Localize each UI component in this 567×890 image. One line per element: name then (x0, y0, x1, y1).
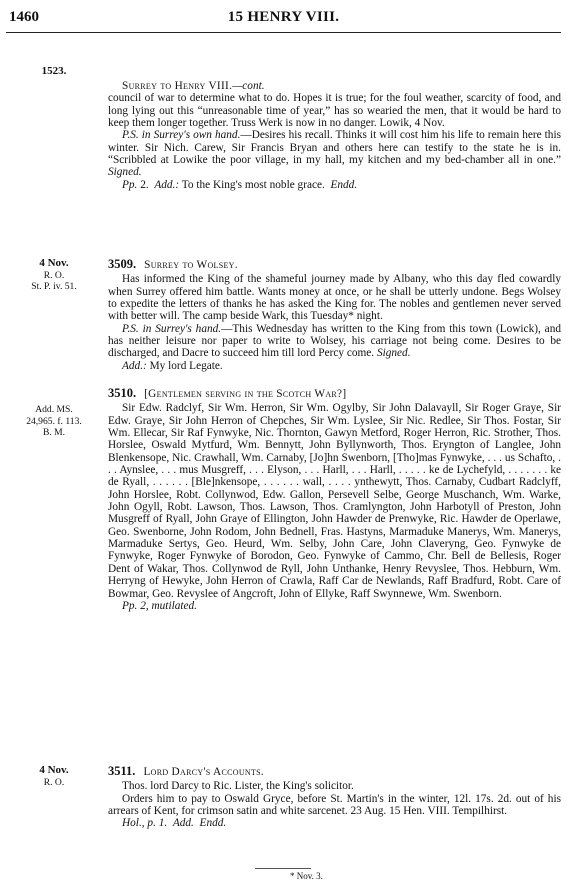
entry-margin-3509: 4 Nov. R. O. St. P. iv. 51. (31, 257, 77, 292)
postscript: P.S. in Surrey's hand.—This Wednesday has written to the King from this town (Lowick), and has neither leisure nor paper to write to Wolsey, his carriage not being come. Desires to be discharged, and Dacre to succeed him till lord Percy come. Signed. (108, 322, 561, 360)
entry-notes: Pp. 2, mutilated. (122, 599, 197, 612)
page-number: 1460 (9, 9, 39, 25)
entry-body: Orders him to pay to Oswald Gryce, before St. Martin's in the winter, 12l. 17s. 2d. out of his arrears of Kent, for crimson satin and white sarcenet. 23 Aug. 15 Hen. VIII. Tempilhirst. (108, 792, 561, 818)
entry-heading: Surrey to Henry VIII.—cont. (122, 80, 265, 92)
entry-body: Sir Edw. Radclyf, Sir Wm. Herron, Sir Wm. Ogylby, Sir John Dalavayll, Sir Roger Graye, Sir Edw. Graye, Sir John Herron of Chepches, Sir Wm. Lyslee, Sir Nic. Redlee, Sir Thos. Fostar, Sir Wm. Ellecar, Sir Raf Fynwyke, Nic. Thornton, Gawyn Metford, Roger Herron, Ric. Strother, Thos. Horslee, Oswald Mytfurd, Wm. Bennytt, John Byllynworth, Thos. Eryngton of Langlee, John Blenkensope, Nic. Crawhall, Wm. Carnaby, [Jo]hn Swenborn, [Tho]mas Fynwyke, . . . us Schafto, . . . Aynslee, . . . mus Musgreff, . . . Elyson, . . . Harll, . . . Harll, . . . . . ke de Lychefyld, . . . . . . . ke de Ryall, . . . . . . [Ble]nkensope, . . . . . . wall, . . . . ynthewytt, Thos. Carnaby, Cudbart Radclyff, John Horslee, Robt. Collynwod, Edw. Gallon, Persevell Selbe, George Muschanch, Wm. Warke, John Ogyll, Robt. Lawson, Thos. Lawson, Thos. Cramlyngton, John Harbotyll of Preston, John Musgreff of Ryall, John Graye of Ellington, John Hawder de Prenwyke, Ric. Hawder de Operlawe, Geo. Swenborne, John Rodom, John Bednell, Fras. Hastyns, Marmaduke Manerys, Wm. Manerys, Marmaduke Sertys, Geo. Heurd, Wm. Selby, John Care, John Claveryng, Geo. Fynwyke de Fynwyke, Roger Fynwyke of Borodon, Geo. Fynwyke of Cammo, Chr. Bell de Bellesis, Roger Dent of Wakar, Thos. Collynwod de Ryll, John Unthanke, Henry Revyslee, Thos. Hebburn, Wm. Herryng of Hewyke, John Herron of Crawla, Raff Car de Newlands, Raff Bradfurd, Robt. Care of Bowmar, Geo. Revyslee of Angcroft, John of Ellyke, Raff Swynnewe, Wm. Swenborn. (108, 402, 561, 600)
entry-heading: 3509. Surrey to Wolsey. (108, 257, 238, 271)
entry-line: Thos. lord Darcy to Ric. Lister, the King's solicitor. (122, 780, 354, 793)
entry-heading: 3511. Lord Darcy's Accounts. (108, 764, 265, 778)
entry-notes: Hol., p. 1. Add. Endd. (122, 817, 227, 830)
entry-3510 (108, 387, 561, 612)
footnote: * Nov. 3. (290, 871, 323, 881)
entry-body: Has informed the King of the shameful journey made by Albany, who this day fled cowardly when Surrey offered him battle. Wants money at once, or he shall be utterly undone. Begs Wolsey to expedite the letters of thanks he has asked the King for. The nobles and gentlemen never served with better will. The camp beside Wark, this Tuesday* night. (108, 273, 561, 323)
entry-address: Add.: My lord Legate. (122, 359, 223, 372)
running-header (0, 0, 567, 32)
entry-3509 (108, 258, 561, 372)
footnote-rule (255, 868, 311, 869)
entry-notes: Pp. 2. Add.: To the King's most noble grace. Endd. (122, 178, 358, 191)
year-margin: 1523. (41, 65, 67, 77)
entry-3511 (108, 765, 561, 830)
entry-body: council of war to determine what to do. Hopes it is true; for the foul weather, scarcity of food, and long lying out this “unreasonable time of year,” has so wearied the men, that it would be hard to keep them longer together. Truss Werk is now in no danger. Lowik, 4 Nov. (108, 92, 561, 130)
entry-margin-3511: 4 Nov. R. O. (39, 764, 69, 788)
entry-margin-3510: Add. MS. 24,965. f. 113. B. M. (26, 404, 82, 438)
entry-continuation (108, 80, 561, 191)
postscript: P.S. in Surrey's own hand.—Desires his recall. Thinks it will cost him his life to remain here this winter. Sir Nich. Carew, Sir Francis Bryan and others here can testify to the state he is in. “Scribbled at Lowike the poor village, in my hall, my kitchen and my bed-chamber all in one.” Signed. (108, 129, 561, 179)
running-title: 15 HENRY VIII. (227, 9, 340, 25)
entry-heading: 3510. [Gentlemen serving in the Scotch War?] (108, 386, 347, 400)
header-rule (6, 32, 561, 33)
